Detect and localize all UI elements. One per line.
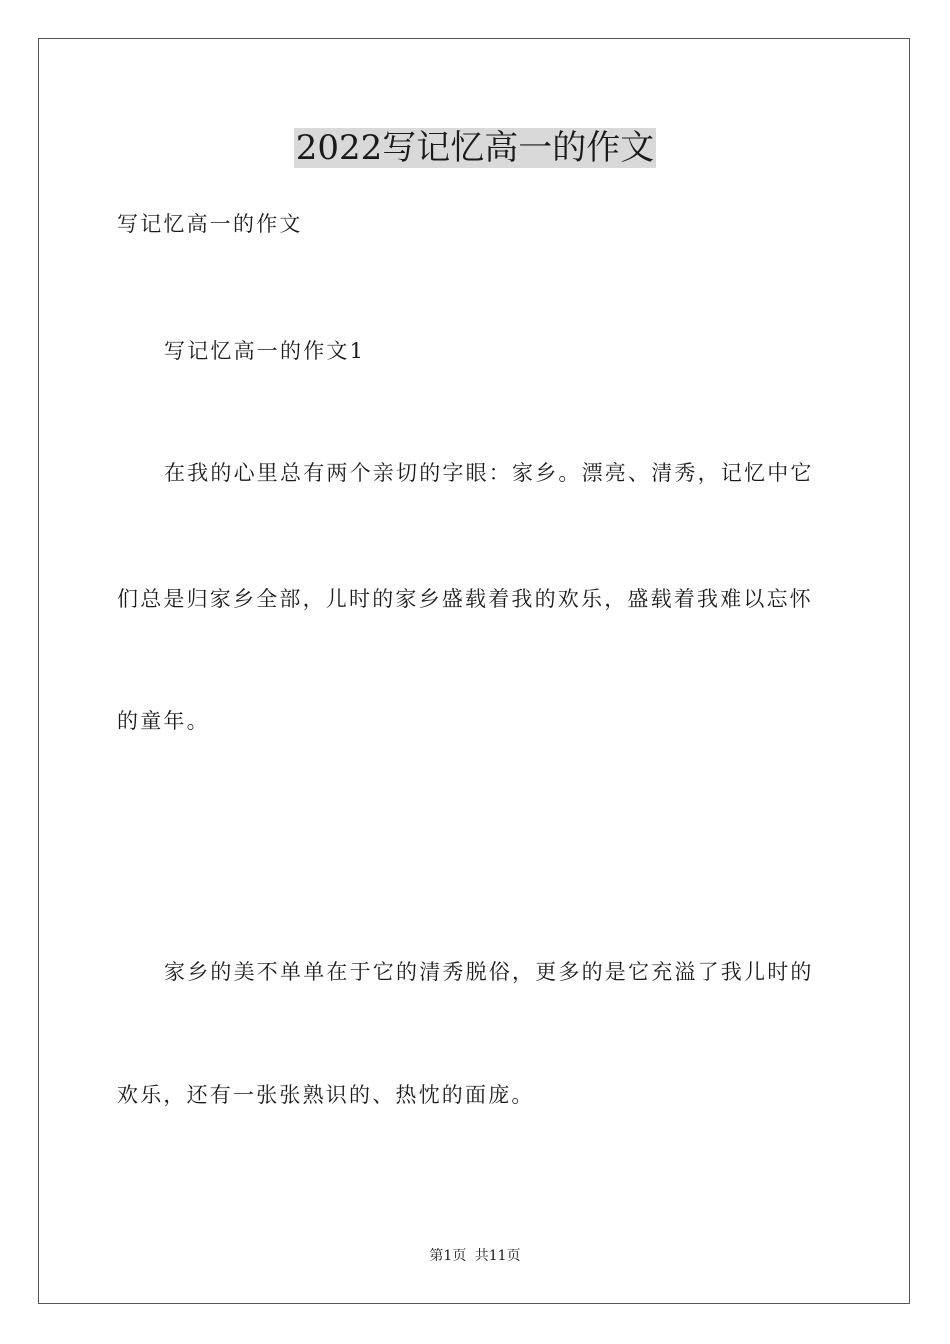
document-title xyxy=(0,124,950,172)
paragraph-2-line-2: 欢乐，还有一张张熟识的、热忱的面庞。 xyxy=(117,1083,535,1107)
paragraph-1-line-3: 的童年。 xyxy=(117,709,210,733)
document-subtitle: 写记忆高一的作文 xyxy=(117,212,303,236)
section-heading: 写记忆高一的作文1 xyxy=(164,339,366,363)
page-footer: 第1页 共11页 xyxy=(429,1248,521,1264)
paragraph-2-line-1: 家乡的美不单单在于它的清秀脱俗，更多的是它充溢了我儿时的 xyxy=(164,960,814,984)
document-title-text: 2022写记忆高一的作文 xyxy=(295,128,655,168)
paragraph-1-line-1: 在我的心里总有两个亲切的字眼：家乡。漂亮、清秀，记忆中它 xyxy=(164,461,814,485)
paragraph-1-line-2: 们总是归家乡全部，儿时的家乡盛载着我的欢乐，盛载着我难以忘怀 xyxy=(117,587,813,611)
